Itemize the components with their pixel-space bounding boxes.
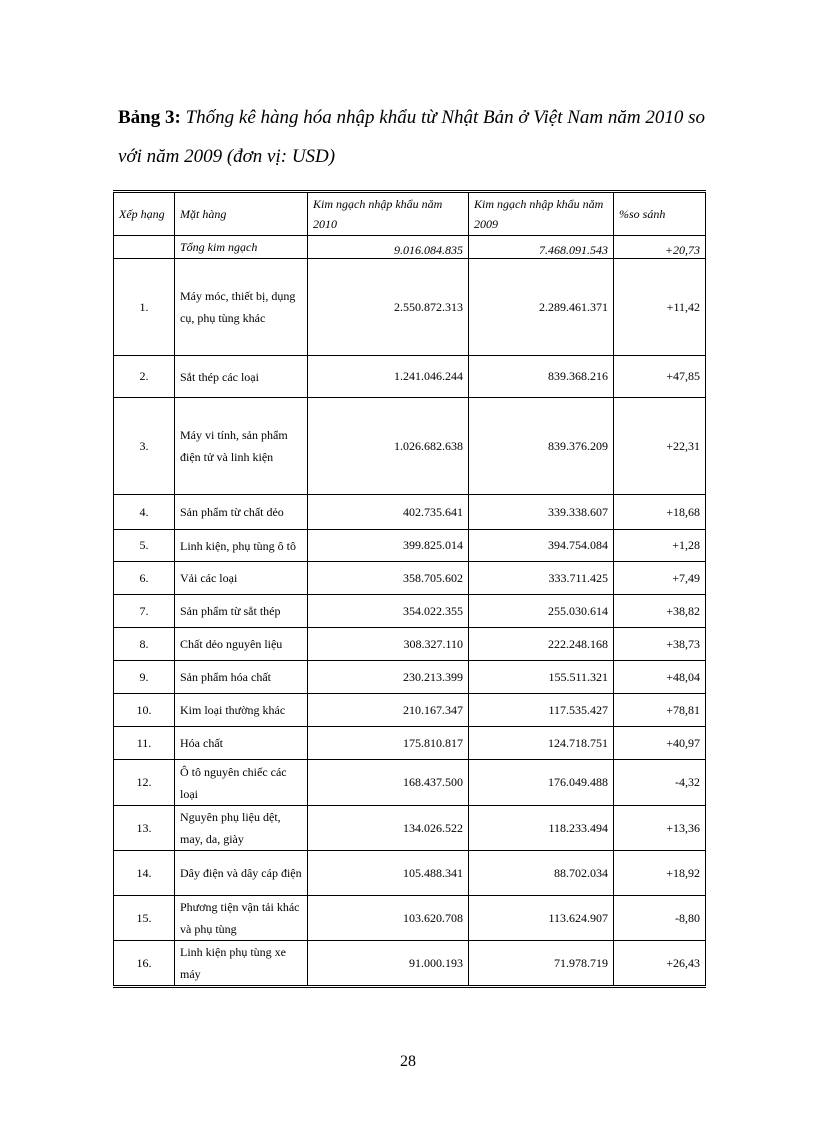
row-value-2010: 399.825.014 (308, 530, 469, 562)
row-percent: +22,31 (614, 398, 706, 495)
row-rank: 9. (114, 661, 175, 694)
row-value-2009: 394.754.084 (469, 530, 614, 562)
row-percent: +1,28 (614, 530, 706, 562)
row-percent: +7,49 (614, 562, 706, 595)
row-value-2009: 839.368.216 (469, 356, 614, 398)
row-value-2009: 113.624.907 (469, 896, 614, 941)
row-percent: +78,81 (614, 694, 706, 727)
row-value-2009: 2.289.461.371 (469, 259, 614, 356)
row-percent: +38,73 (614, 628, 706, 661)
row-percent: -8,80 (614, 896, 706, 941)
table-row (114, 661, 706, 694)
row-rank: 8. (114, 628, 175, 661)
row-item: Máy vi tính, sản phẩm điện tử và linh kiện (175, 398, 308, 495)
row-rank: 16. (114, 941, 175, 987)
row-percent: +48,04 (614, 661, 706, 694)
page-number: 28 (400, 1053, 416, 1070)
row-rank: 6. (114, 562, 175, 595)
row-percent: +40,97 (614, 727, 706, 760)
row-value-2009: 155.511.321 (469, 661, 614, 694)
row-percent: +11,42 (614, 259, 706, 356)
row-value-2010: 91.000.193 (308, 941, 469, 987)
row-rank: 4. (114, 495, 175, 530)
total-2009: 7.468.091.543 (469, 236, 614, 259)
row-value-2009: 339.338.607 (469, 495, 614, 530)
row-value-2010: 230.213.399 (308, 661, 469, 694)
total-percent: +20,73 (614, 236, 706, 259)
row-item: Máy móc, thiết bị, dụng cụ, phụ tùng khác (175, 259, 308, 356)
row-item: Sắt thép các loại (175, 356, 308, 398)
row-item: Ô tô nguyên chiếc các loại (175, 760, 308, 806)
total-rank (114, 236, 175, 259)
row-rank: 2. (114, 356, 175, 398)
table-row (114, 694, 706, 727)
row-rank: 10. (114, 694, 175, 727)
row-value-2009: 333.711.425 (469, 562, 614, 595)
row-percent: +18,68 (614, 495, 706, 530)
row-item: Sản phẩm từ sắt thép (175, 595, 308, 628)
row-value-2009: 222.248.168 (469, 628, 614, 661)
row-value-2010: 175.810.817 (308, 727, 469, 760)
table-row (114, 495, 706, 530)
row-percent: +13,36 (614, 806, 706, 851)
total-label: Tổng kim ngạch (175, 236, 308, 259)
row-percent: +18,92 (614, 851, 706, 896)
row-item: Kim loại thường khác (175, 694, 308, 727)
row-item: Nguyên phụ liệu dệt, may, da, giày (175, 806, 308, 851)
row-percent: -4,32 (614, 760, 706, 806)
row-item: Sản phẩm hóa chất (175, 661, 308, 694)
row-value-2009: 71.978.719 (469, 941, 614, 987)
row-value-2009: 118.233.494 (469, 806, 614, 851)
row-item: Sản phẩm từ chất dẻo (175, 495, 308, 530)
table-row (114, 398, 706, 495)
table-row (114, 628, 706, 661)
total-2010: 9.016.084.835 (308, 236, 469, 259)
table-row (114, 595, 706, 628)
row-value-2009: 117.535.427 (469, 694, 614, 727)
row-value-2009: 839.376.209 (469, 398, 614, 495)
header-item: Mặt hàng (175, 192, 308, 236)
row-value-2010: 105.488.341 (308, 851, 469, 896)
table-row (114, 356, 706, 398)
caption-label: Bảng 3: (118, 107, 181, 128)
row-rank: 3. (114, 398, 175, 495)
row-value-2010: 308.327.110 (308, 628, 469, 661)
row-value-2009: 124.718.751 (469, 727, 614, 760)
table-row (114, 259, 706, 356)
row-value-2010: 354.022.355 (308, 595, 469, 628)
header-value-2009: Kim ngạch nhập khẩu năm 2009 (469, 192, 614, 236)
table-row (114, 562, 706, 595)
row-percent: +38,82 (614, 595, 706, 628)
table-row (114, 760, 706, 806)
table-row (114, 896, 706, 941)
row-rank: 1. (114, 259, 175, 356)
table-row (114, 941, 706, 987)
row-rank: 15. (114, 896, 175, 941)
row-item: Dây điện và dây cáp điện (175, 851, 308, 896)
row-item: Linh kiện phụ tùng xe máy (175, 941, 308, 987)
table-row (114, 727, 706, 760)
row-value-2010: 134.026.522 (308, 806, 469, 851)
row-rank: 12. (114, 760, 175, 806)
table-row (114, 530, 706, 562)
row-rank: 14. (114, 851, 175, 896)
row-value-2010: 1.026.682.638 (308, 398, 469, 495)
row-item: Chất dẻo nguyên liệu (175, 628, 308, 661)
row-item: Phương tiện vận tải khác và phụ tùng (175, 896, 308, 941)
row-value-2009: 88.702.034 (469, 851, 614, 896)
row-rank: 7. (114, 595, 175, 628)
row-rank: 13. (114, 806, 175, 851)
row-value-2009: 255.030.614 (469, 595, 614, 628)
import-statistics-table (113, 190, 706, 988)
table-row (114, 806, 706, 851)
row-rank: 11. (114, 727, 175, 760)
row-value-2010: 2.550.872.313 (308, 259, 469, 356)
header-rank: Xếp hạng (114, 192, 175, 236)
row-item: Hóa chất (175, 727, 308, 760)
row-value-2010: 103.620.708 (308, 896, 469, 941)
caption-title: Thống kê hàng hóa nhập khẩu từ Nhật Bản ở Việt Nam năm 2010 so với năm 2009 (đơn vị: USD) (118, 107, 705, 167)
header-percent: %so sánh (614, 192, 706, 236)
table-header-row (114, 192, 706, 236)
header-value-2010: Kim ngạch nhập khẩu năm 2010 (308, 192, 469, 236)
row-value-2010: 210.167.347 (308, 694, 469, 727)
row-rank: 5. (114, 530, 175, 562)
row-value-2010: 168.437.500 (308, 760, 469, 806)
total-row (114, 236, 706, 259)
row-item: Vải các loại (175, 562, 308, 595)
table-row (114, 851, 706, 896)
row-value-2010: 358.705.602 (308, 562, 469, 595)
row-item: Linh kiện, phụ tùng ô tô (175, 530, 308, 562)
row-value-2009: 176.049.488 (469, 760, 614, 806)
row-percent: +47,85 (614, 356, 706, 398)
row-value-2010: 402.735.641 (308, 495, 469, 530)
row-value-2010: 1.241.046.244 (308, 356, 469, 398)
table-caption (118, 98, 718, 176)
row-percent: +26,43 (614, 941, 706, 987)
